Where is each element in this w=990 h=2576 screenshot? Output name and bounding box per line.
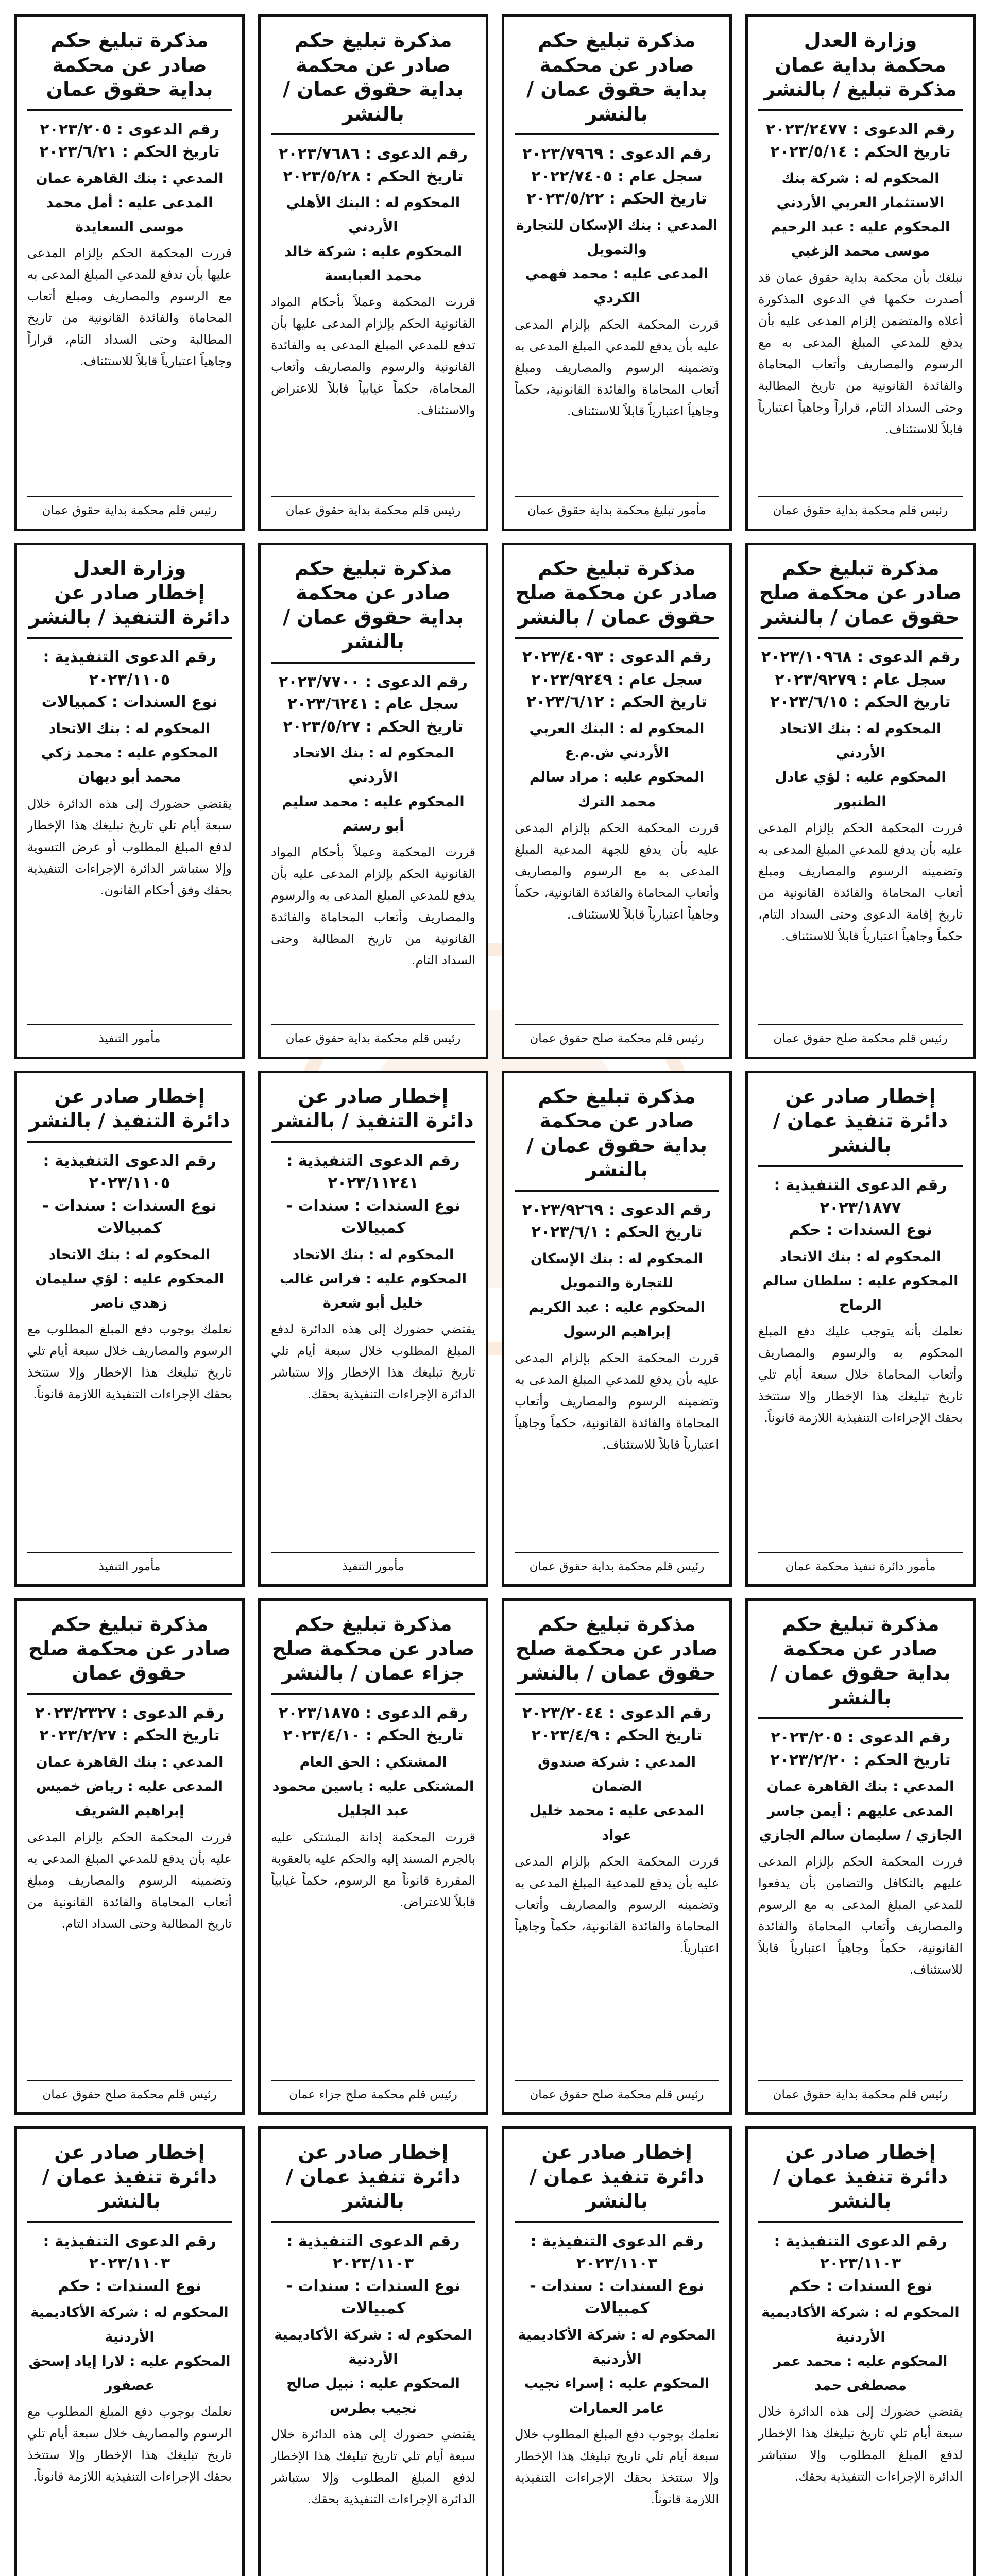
- notice-body: [515, 2320, 719, 2576]
- signature: رئيس قلم محكمة بداية حقوق عمان: [758, 496, 963, 520]
- notice-title: إخطار صادر عن دائرة التنفيذ / بالنشر: [29, 1084, 230, 1132]
- legal-notice-card: [502, 1071, 732, 1587]
- case-info: رقم الدعوى : ٢٠٢٣/٤٠٩٣ سجل عام : ٢٠٢٣/٩٢٤٩ تاريخ الحكم : ٢٠٢٣/٦/١٢: [522, 648, 711, 711]
- notice-text: قررت المحكمة وعملاً بأحكام المواد القانونية الحكم بإلزام المدعى عليها بأن تدفع للمدعي المبلغ المدعى به والفائدة القانونية والرسوم والمصاريف وأتعاب المحاماة، حكماً غيابياً قابلاً للاعتراض والاستئناف.: [271, 295, 475, 417]
- notice-body: [515, 714, 719, 1020]
- parties: المدعي : بنك الإسكان للتجارة والتمويل المدعى عليه : محمد فهمي الكردي: [516, 217, 718, 307]
- notice-body: [271, 1240, 475, 1548]
- notice-text: نعلمك بأنه يتوجب عليك دفع المبلغ المحكوم به والرسوم والمصاريف وأتعاب المحاماة خلال سبعة أيام تلي تاريخ تبليغك هذا الإخطار وإلا ستتخذ بحقك الإجراءات التنفيذية اللازمة قانوناً.: [758, 1324, 963, 1426]
- signature: رئيس قلم محكمة صلح حقوق عمان: [27, 2080, 232, 2105]
- notice-header: [271, 1612, 475, 1695]
- parties: المحكوم له : البنك الأهلي الأردني المحكوم عليه : شركة خالد محمد العبابسة: [284, 195, 463, 284]
- notice-body: [515, 210, 719, 493]
- legal-notice-card: [502, 14, 732, 531]
- notice-body: [758, 163, 963, 493]
- notice-title: إخطار صادر عن دائرة تنفيذ عمان / بالنشر: [285, 2141, 461, 2213]
- parties: المدعي : شركة صندوق الضمان المدعى عليه : محمد خليل عواد: [529, 1754, 705, 1843]
- legal-notice-card: [745, 1598, 976, 2115]
- notice-title: مذكرة تبليغ حكم صادر عن محكمة صلح حقوق عمان: [28, 1613, 231, 1685]
- notice-title: إخطار صادر عن دائرة تنفيذ عمان / بالنشر: [42, 2141, 217, 2213]
- legal-notice-card: [14, 543, 245, 1059]
- signature: مأمور تبليغ محكمة بداية حقوق عمان: [515, 496, 719, 520]
- notice-header: [515, 28, 719, 135]
- notice-title: مذكرة تبليغ حكم صادر عن محكمة بداية حقوق عمان / بالنشر: [770, 1613, 951, 1709]
- parties: المحكوم له : شركة الأكاديمية الأردنية المحكوم عليه : لارا إياد إسحق عصفور: [28, 2304, 231, 2394]
- signature: رئيس قلم محكمة صلح حقوق عمان: [515, 2080, 719, 2105]
- case-info: رقم الدعوى : ٢٠٢٣/٢٠٥ تاريخ الحكم : ٢٠٢٣/٦/٢١: [39, 120, 220, 161]
- notice-title: مذكرة تبليغ حكم صادر عن محكمة بداية حقوق عمان / بالنشر: [526, 29, 707, 125]
- notice-title: مذكرة تبليغ حكم صادر عن محكمة بداية حقوق عمان / بالنشر: [526, 1084, 707, 1181]
- notice-body: [271, 738, 475, 1020]
- parties: المحكوم له : شركة الأكاديمية الأردنية المحكوم عليه : محمد عمر مصطفى حمد: [761, 2304, 960, 2394]
- signature: مأمور التنفيذ: [271, 1552, 475, 1577]
- notice-body: [271, 2320, 475, 2576]
- notice-title: إخطار صادر عن دائرة التنفيذ / بالنشر: [272, 1084, 474, 1132]
- notice-header: [271, 28, 475, 135]
- case-info: رقم الدعوى : ٢٠٢٣/٩٢٦٩ تاريخ الحكم : ٢٠٢٣/٦/١: [522, 1200, 711, 1242]
- notice-header: [27, 1612, 232, 1695]
- case-info: رقم الدعوى التنفيذية : ٢٠٢٣/١١٠٣ نوع السندات : سندات - كمبيالات: [530, 2232, 704, 2318]
- notice-text: يقتضي حضورك إلى هذه الدائرة خلال سبعة أيام تلي تاريخ تبليغك هذا الإخطار لدفع المبلغ المطلوب وإلا ستباشر الدائرة الإجراءات التنفيذية بحقك.: [758, 2404, 963, 2484]
- signature: مأمور التنفيذ: [27, 1024, 232, 1048]
- notice-text: قررت المحكمة إدانة المشتكى عليه بالجرم المسند إليه والحكم عليه بالعقوبة المقررة قانوناً مع الرسوم، حكماً غيابياً قابلاً للاعتراض.: [271, 1829, 475, 1909]
- notice-body: [758, 714, 963, 1020]
- legal-notice-card: [258, 1071, 488, 1587]
- legal-notice-card: [745, 14, 976, 531]
- case-info: رقم الدعوى التنفيذية : ٢٠٢٣/١١٠٣ نوع السندات : سندات - كمبيالات: [286, 2232, 460, 2318]
- notice-body: [758, 1242, 963, 1548]
- notice-text: يقتضي حضورك إلى هذه الدائرة خلال سبعة أيام تلي تاريخ تبليغك هذا الإخطار لدفع المبلغ المطلوب وإلا ستباشر الدائرة الإجراءات التنفيذية بحقك.: [271, 2427, 475, 2506]
- case-info: رقم الدعوى : ٢٠٢٣/٢٤٧٧ تاريخ الحكم : ٢٠٢٣/٥/١٤: [766, 120, 955, 161]
- case-info: رقم الدعوى التنفيذية : ٢٠٢٣/١١٠٣ نوع السندات : حكم: [43, 2232, 216, 2295]
- parties: المشتكي : الحق العام المشتكى عليه : ياسين محمود عبد الجليل: [272, 1754, 474, 1819]
- case-info: رقم الدعوى : ٢٠٢٣/٧٦٨٦ تاريخ الحكم : ٢٠٢٣/٥/٢٨: [279, 145, 468, 185]
- notice-body: [758, 2297, 963, 2576]
- notice-text: نعلمك بوجوب دفع المبلغ المطلوب مع الرسوم والمصاريف خلال سبعة أيام تلي تاريخ تبليغك هذا الإخطار وإلا ستتخذ بحقك الإجراءات التنفيذية اللازمة قانوناً.: [27, 2404, 232, 2484]
- case-info: رقم الدعوى : ٢٠٢٣/١٨٧٥ تاريخ الحكم : ٢٠٢٣/٤/١٠: [279, 1704, 468, 1745]
- legal-notice-card: [14, 1071, 245, 1587]
- signature: مأمور التنفيذ: [27, 1552, 232, 1577]
- notice-title: وزارة العدل محكمة بداية عمان مذكرة تبليغ / بالنشر: [764, 29, 957, 100]
- notice-text: نعلمك بوجوب دفع المبلغ المطلوب مع الرسوم والمصاريف خلال سبعة أيام تلي تاريخ تبليغك هذا الإخطار وإلا ستتخذ بحقك الإجراءات التنفيذية اللازمة قانوناً.: [27, 1322, 232, 1402]
- signature: رئيس قلم محكمة صلح جزاء عمان: [271, 2080, 475, 2105]
- case-info: رقم الدعوى : ٢٠٢٣/٢٠٥ تاريخ الحكم : ٢٠٢٣/٢/٢٠: [770, 1728, 951, 1769]
- signature: رئيس قلم محكمة بداية حقوق عمان: [515, 1552, 719, 1577]
- legal-notice-card: [745, 2126, 976, 2576]
- notice-title: مذكرة تبليغ حكم صادر عن محكمة بداية حقوق عمان / بالنشر: [283, 556, 464, 653]
- notice-text: يقتضي حضورك إلى هذه الدائرة خلال سبعة أيام تلي تاريخ تبليغك هذا الإخطار لدفع المبلغ المطلوب أو عرض التسوية وإلا ستباشر الدائرة الإجراءات التنفيذية بحقك وفق أحكام القانون.: [27, 796, 232, 897]
- notice-title: إخطار صادر عن دائرة تنفيذ عمان / بالنشر: [773, 2141, 948, 2213]
- notice-header: [758, 28, 963, 111]
- notice-title: إخطار صادر عن دائرة تنفيذ عمان / بالنشر: [529, 2141, 705, 2213]
- parties: المحكوم له : شركة بنك الاستثمار العربي الأردني المحكوم عليه : عبد الرحيم موسى محمد الزغبي: [771, 170, 950, 260]
- notice-title: مذكرة تبليغ حكم صادر عن محكمة صلح حقوق عمان / بالنشر: [515, 556, 719, 629]
- notice-body: [27, 1747, 232, 2076]
- notice-body: [27, 163, 232, 493]
- notice-body: [758, 1771, 963, 2076]
- notice-header: [271, 2140, 475, 2223]
- legal-notice-card: [14, 2126, 245, 2576]
- notice-title: مذكرة تبليغ حكم صادر عن محكمة بداية حقوق عمان: [46, 29, 213, 100]
- notice-title: وزارة العدل إخطار صادر عن دائرة التنفيذ / بالنشر: [29, 556, 230, 629]
- notice-header: [515, 2140, 719, 2223]
- notice-text: قررت المحكمة الحكم بإلزام المدعى عليه بأن يدفع للمدعي المبلغ المدعى به وتضمينه الرسوم والمصاريف ومبلغ أتعاب المحاماة والفائدة القانونية، حكماً وجاهياً اعتبارياً قابلاً للاستئناف.: [515, 317, 719, 418]
- legal-notice-card: [258, 543, 488, 1059]
- legal-notice-card: [14, 14, 245, 531]
- case-info: رقم الدعوى التنفيذية : ٢٠٢٣/١١٢٤١ نوع السندات : سندات - كمبيالات: [286, 1151, 460, 1238]
- case-info: رقم الدعوى التنفيذية : ٢٠٢٣/١١٠٥ نوع السندات : سندات - كمبيالات: [42, 1151, 217, 1238]
- legal-notice-card: [745, 1071, 976, 1587]
- notice-header: [758, 1084, 963, 1167]
- case-info: رقم الدعوى : ٢٠٢٣/٢٣٢٧ تاريخ الحكم : ٢٠٢٣/٢/٢٧: [35, 1704, 224, 1745]
- notice-text: قررت المحكمة الحكم بإلزام المدعى عليه بأن يدفع للجهة المدعية المبلغ المدعى به مع الرسوم والمصاريف وأتعاب المحاماة والفائدة القانونية، حكماً وجاهياً اعتبارياً قابلاً للاستئناف.: [515, 820, 719, 922]
- legal-notice-card: [745, 543, 976, 1059]
- case-info: رقم الدعوى : ٢٠٢٣/٢٠٤٤ تاريخ الحكم : ٢٠٢٣/٤/٩: [522, 1704, 711, 1745]
- notice-text: قررت المحكمة الحكم بإلزام المدعى عليه بأن يدفع للمدعي المبلغ المدعى به وتضمينه الرسوم والمصاريف وأتعاب المحاماة والفائدة القانونية، حكماً وجاهياً اعتبارياً قابلاً للاستئناف.: [515, 1350, 719, 1452]
- case-info: رقم الدعوى التنفيذية : ٢٠٢٣/١١٠٣ نوع السندات : حكم: [774, 2232, 947, 2295]
- notice-text: قررت المحكمة الحكم بإلزام المدعى عليه بأن يدفع للمدعي المبلغ المدعى به وتضمينه الرسوم والمصاريف ومبلغ أتعاب المحاماة والفائدة القانونية من تاريخ إقامة الدعوى وحتى السداد التام، حكماً وجاهياً اعتبارياً قابلاً للاستئناف.: [758, 820, 963, 943]
- notices-grid: [14, 14, 976, 2576]
- signature: رئيس قلم محكمة صلح حقوق عمان: [515, 1024, 719, 1048]
- signature: مأمور دائرة تنفيذ محكمة عمان: [758, 1552, 963, 1577]
- notice-text: قررت المحكمة الحكم بإلزام المدعى عليها بأن تدفع للمدعي المبلغ المدعى به مع الرسوم والمصاريف ومبلغ أتعاب المحاماة والفائدة القانونية من تاريخ المطالبة وحتى السداد التام، قراراً وجاهياً اعتبارياً قابلاً للاستئناف.: [27, 246, 232, 369]
- signature: رئيس قلم محكمة بداية حقوق عمان: [271, 1024, 475, 1048]
- parties: المحكوم له : بنك الاتحاد الأردني المحكوم عليه : محمد سليم أبو رستم: [282, 745, 465, 835]
- notice-text: قررت المحكمة الحكم بإلزام المدعى عليه بأن يدفع للمدعي المبلغ المدعى به وتضمينه الرسوم والمصاريف ومبلغ أتعاب المحاماة والفائدة القانونية من تاريخ المطالبة وحتى السداد التام.: [27, 1829, 232, 1931]
- parties: المحكوم له : بنك الاتحاد المحكوم عليه : محمد زكي محمد أبو ديهان: [41, 720, 218, 786]
- notice-body: [271, 1747, 475, 2076]
- notice-text: قررت المحكمة وعملاً بأحكام المواد القانونية الحكم بإلزام المدعى عليه بأن يدفع للمدعي المبلغ المدعى به والرسوم والمصاريف وأتعاب المحاماة والفائدة القانونية من تاريخ المطالبة وحتى السداد التام.: [271, 845, 475, 968]
- legal-notice-card: [502, 543, 732, 1059]
- case-info: رقم الدعوى التنفيذية : ٢٠٢٣/١٨٧٧ نوع السندات : حكم: [774, 1176, 947, 1240]
- signature: رئيس قلم محكمة صلح حقوق عمان: [758, 1024, 963, 1048]
- case-info: رقم الدعوى : ٢٠٢٣/٧٧٠٠ سجل عام : ٢٠٢٣/٦٢٤١ تاريخ الحكم : ٢٠٢٣/٥/٢٧: [279, 672, 468, 736]
- notice-text: يقتضي حضورك إلى هذه الدائرة لدفع المبلغ المطلوب خلال سبعة أيام تلي تاريخ تبليغك هذا الإخطار وإلا ستباشر الدائرة الإجراءات التنفيذية بحقك.: [271, 1322, 475, 1402]
- parties: المدعي : بنك القاهرة عمان المدعى عليهم : أيمن جاسر الجازي / سليمان سالم الجازي: [759, 1778, 962, 1843]
- legal-notice-card: [258, 14, 488, 531]
- notice-text: نبلغك بأن محكمة بداية حقوق عمان قد أصدرت حكمها في الدعوى المذكورة أعلاه والمتضمن إلزام المدعى عليه بأن يدفع للمدعي المبلغ المدعى به مع الرسوم والمصاريف وأتعاب المحاماة والفائدة القانونية من تاريخ المطالبة وحتى السداد التام، قراراً وجاهياً اعتبارياً قابلاً للاستئناف.: [758, 270, 963, 436]
- parties: المحكوم له : شركة الأكاديمية الأردنية المحكوم عليه : نبيل صالح نجيب بطرس: [274, 2327, 472, 2416]
- notice-body: [515, 1244, 719, 1548]
- parties: المحكوم له : شركة الأكاديمية الأردنية المحكوم عليه : إسراء نجيب عامر العمارات: [518, 2327, 716, 2416]
- notice-header: [27, 1084, 232, 1143]
- notice-header: [515, 1612, 719, 1695]
- legal-notice-card: [502, 1598, 732, 2115]
- case-info: رقم الدعوى : ٢٠٢٣/٧٩٦٩ سجل عام : ٢٠٢٢/٧٤٠٥ تاريخ الحكم : ٢٠٢٣/٥/٢٢: [522, 145, 711, 208]
- parties: المحكوم له : البنك العربي الأردني ش.م.ع المحكوم عليه : مراد سالم محمد الترك: [529, 720, 705, 810]
- notice-header: [271, 556, 475, 664]
- notice-body: [515, 1747, 719, 2076]
- notice-header: [758, 556, 963, 639]
- parties: المدعي : بنك القاهرة عمان المدعى عليه : رياض خميس إبراهيم الشريف: [36, 1754, 224, 1819]
- notice-body: [271, 188, 475, 492]
- case-info: رقم الدعوى : ٢٠٢٣/١٠٩٦٨ سجل عام : ٢٠٢٣/٩٢٧٩ تاريخ الحكم : ٢٠٢٣/٦/١٥: [761, 648, 960, 711]
- notice-header: [758, 1612, 963, 1719]
- parties: المحكوم له : بنك الاتحاد الأردني المحكوم عليه : لؤي عادل الطنبور: [775, 720, 946, 810]
- notice-title: مذكرة تبليغ حكم صادر عن محكمة صلح جزاء عمان / بالنشر: [271, 1613, 475, 1685]
- notice-title: مذكرة تبليغ حكم صادر عن محكمة بداية حقوق عمان / بالنشر: [283, 29, 464, 125]
- parties: المحكوم له : بنك الاتحاد المحكوم عليه : سلطان سالم الرماح: [762, 1248, 959, 1314]
- legal-notice-card: [258, 2126, 488, 2576]
- notice-text: قررت المحكمة الحكم بإلزام المدعى عليه بأن يدفع للمدعية المبلغ المدعى به وتضمينه الرسوم والمصاريف وأتعاب المحاماة والفائدة القانونية، حكماً وجاهياً اعتبارياً.: [515, 1854, 719, 1955]
- signature: رئيس قلم محكمة بداية حقوق عمان: [27, 496, 232, 520]
- legal-notice-card: [258, 1598, 488, 2115]
- notice-header: [271, 1084, 475, 1143]
- notice-header: [515, 556, 719, 639]
- notice-text: قررت المحكمة الحكم بإلزام المدعى عليهم بالتكافل والتضامن بأن يدفعوا للمدعي المبلغ المدعى به مع الرسوم والمصاريف وأتعاب المحاماة والفائدة القانونية، حكماً وجاهياً اعتبارياً قابلاً للاستئناف.: [758, 1854, 963, 1977]
- parties: المحكوم له : بنك الاتحاد المحكوم عليه : فراس غالب خليل أبو شعرة: [280, 1246, 467, 1312]
- legal-notice-card: [14, 1598, 245, 2115]
- notice-title: مذكرة تبليغ حكم صادر عن محكمة صلح حقوق عمان / بالنشر: [515, 1613, 719, 1685]
- parties: المحكوم له : بنك الاتحاد المحكوم عليه : لؤي سليمان زهدي ناصر: [35, 1246, 224, 1312]
- signature: رئيس قلم محكمة بداية حقوق عمان: [271, 496, 475, 520]
- notice-body: [27, 714, 232, 1020]
- notice-header: [27, 556, 232, 639]
- notice-body: [27, 2297, 232, 2576]
- notice-header: [515, 1084, 719, 1192]
- notice-header: [758, 2140, 963, 2223]
- notice-header: [27, 28, 232, 111]
- signature: رئيس قلم محكمة بداية حقوق عمان: [758, 2080, 963, 2105]
- legal-notice-card: [502, 2126, 732, 2576]
- notice-title: إخطار صادر عن دائرة تنفيذ عمان / بالنشر: [773, 1084, 948, 1157]
- parties: المحكوم له : بنك الإسكان للتجارة والتمويل المحكوم عليه : عبد الكريم إبراهيم الرسول: [528, 1250, 705, 1340]
- notice-text: نعلمك بوجوب دفع المبلغ المطلوب خلال سبعة أيام تلي تاريخ تبليغك هذا الإخطار وإلا ستتخذ بحقك الإجراءات التنفيذية اللازمة قانوناً.: [515, 2427, 719, 2506]
- parties: المدعي : بنك القاهرة عمان المدعى عليه : أمل محمد موسى السعايدة: [36, 170, 224, 235]
- notice-body: [27, 1240, 232, 1548]
- notice-header: [27, 2140, 232, 2223]
- notice-title: مذكرة تبليغ حكم صادر عن محكمة صلح حقوق عمان / بالنشر: [759, 556, 962, 629]
- case-info: رقم الدعوى التنفيذية : ٢٠٢٣/١١٠٥ نوع السندات : كمبيالات: [41, 648, 218, 711]
